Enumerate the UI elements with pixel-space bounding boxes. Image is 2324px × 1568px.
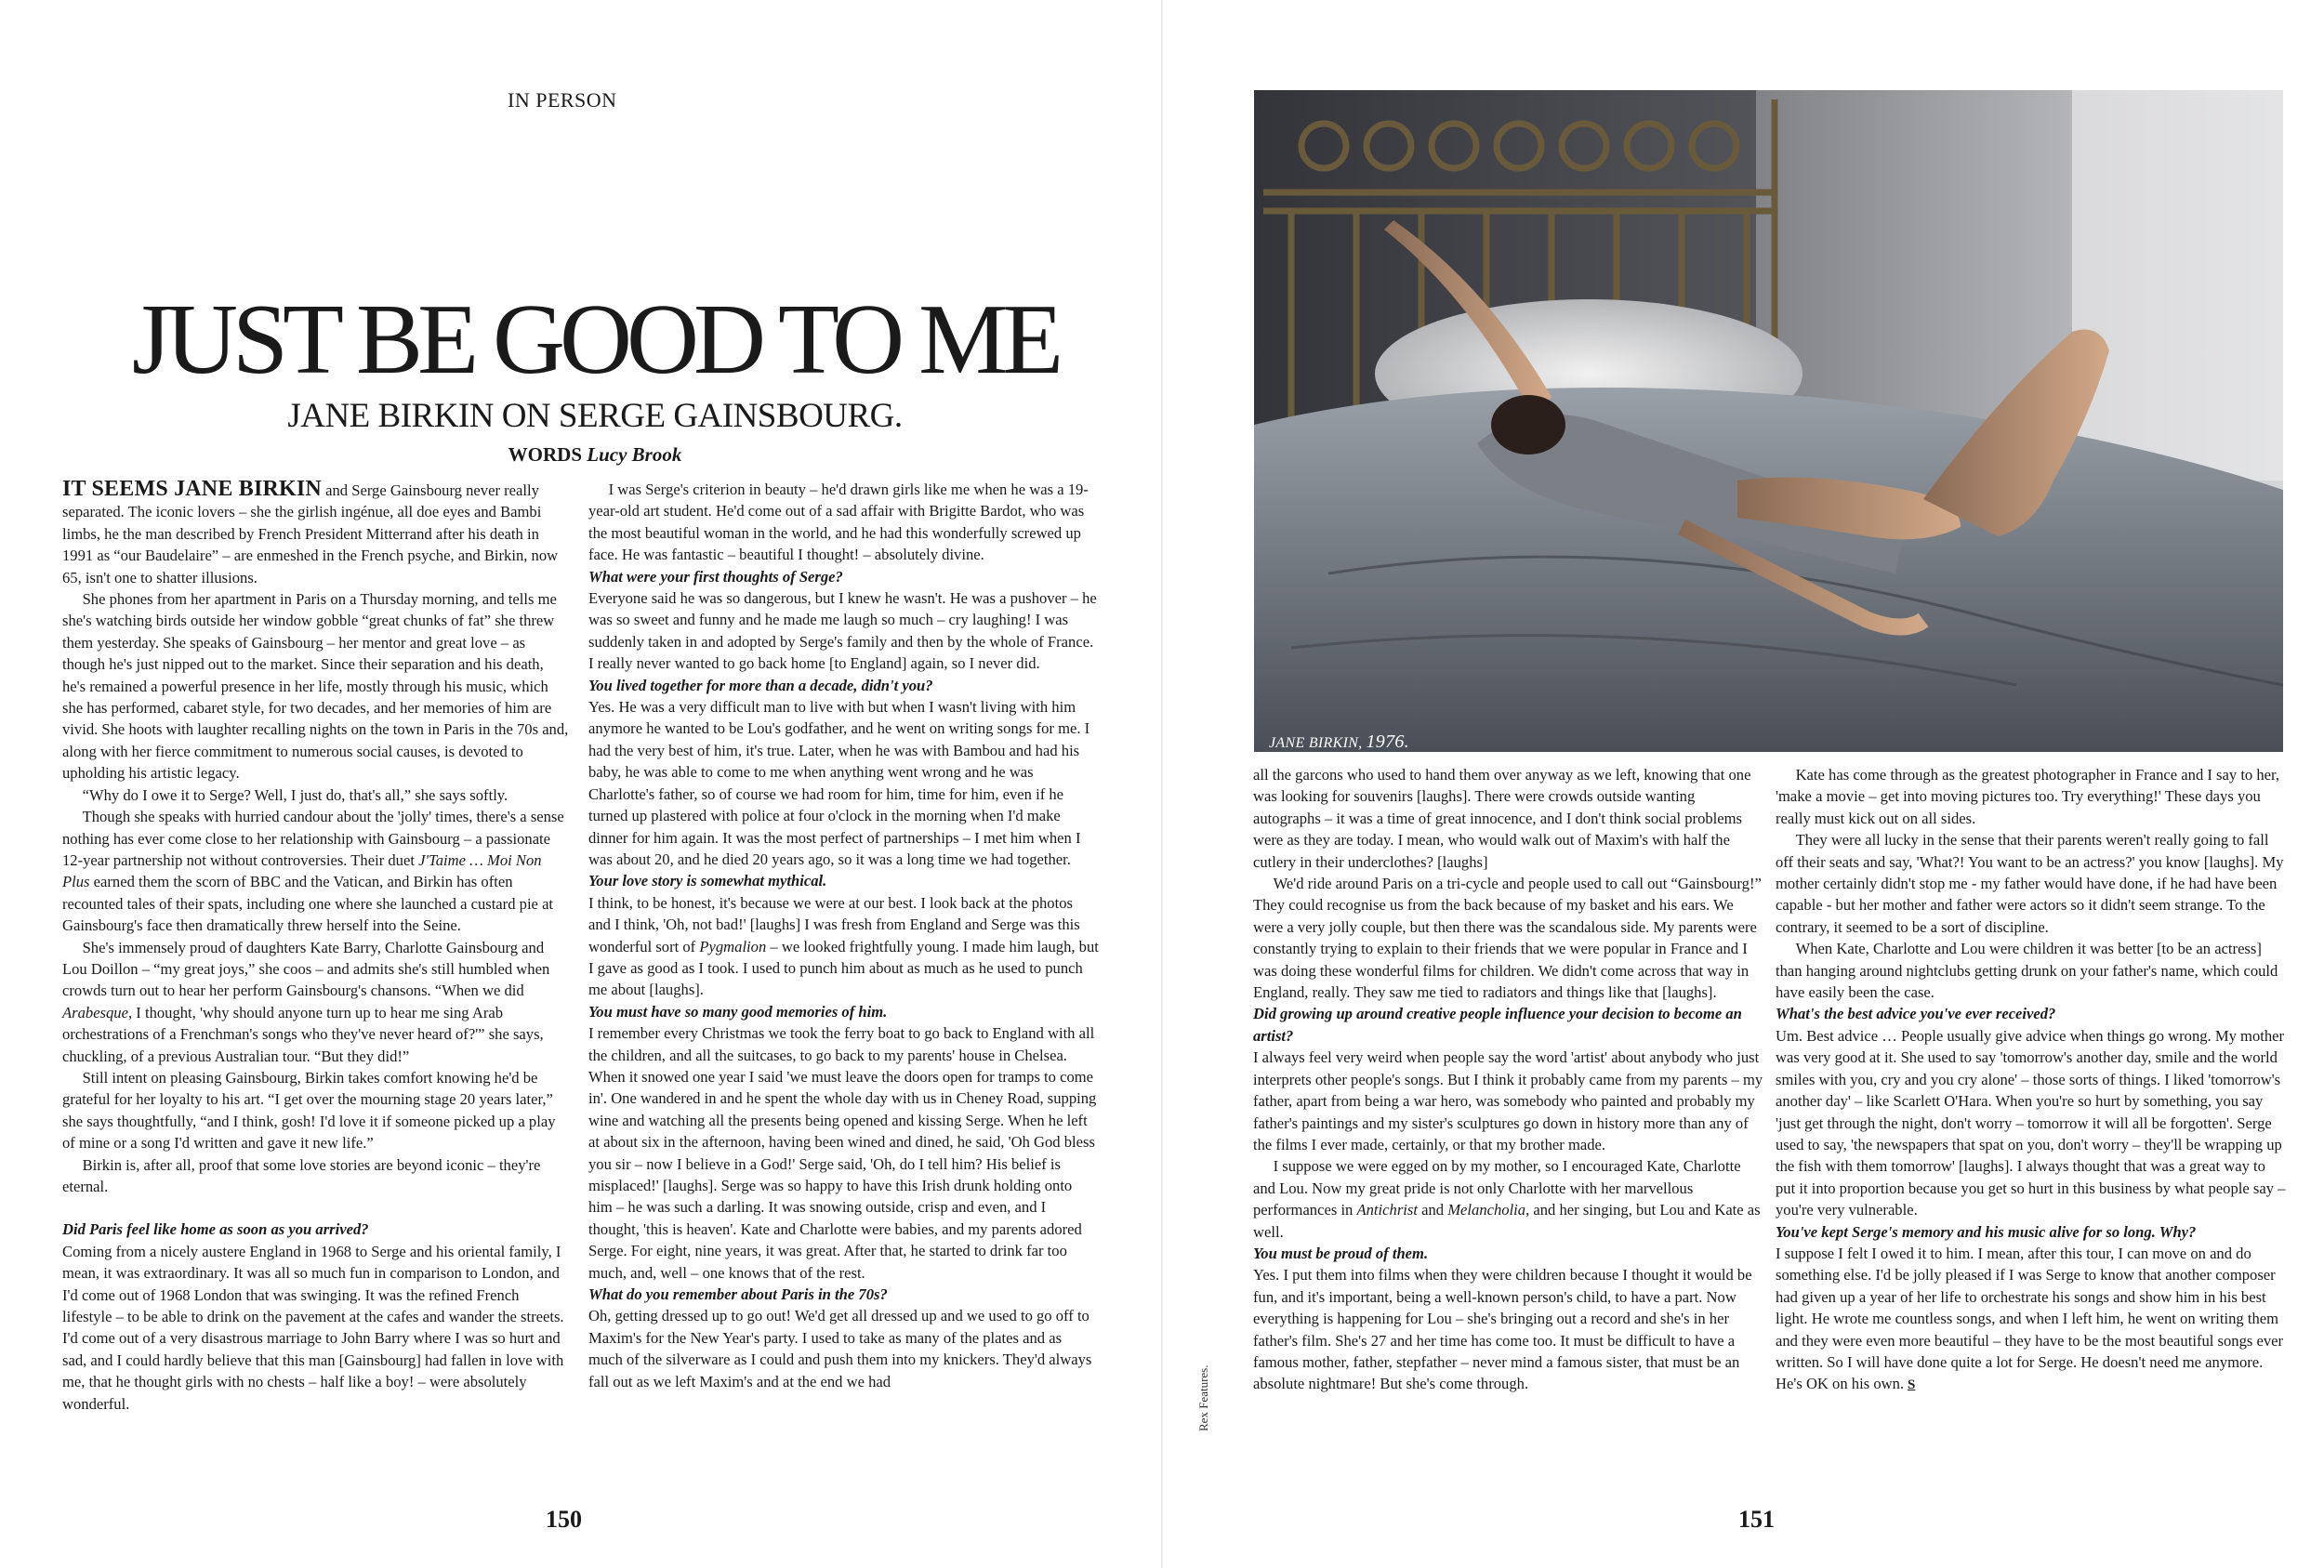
byline-label: WORDS — [508, 443, 583, 466]
interview-answer: I suppose I felt I owed it to him. I mean, after this tour, I can move on and do something else. I'd be jolly pleased if I was Serge to know that another composer had given up a year of her life to orchestrate his songs and show him in his best light. He wrote me countless songs, and when I left him, he went on writing them and they were even more beautiful – they have to be the most beautiful songs ever written. So I will have done quite a lot for Serge. He doesn't need me anymore. He's OK on his own. S — [1776, 1243, 2286, 1397]
paragraph: Though she speaks with hurried candour about the 'jolly' times, there's a sense nothing has ever come close to her relationship with Gainsbourg – a passionate 12-year partnership not without controversies. Their duet J'Taime … Moi Non Plus earned them the scorn of BBC and the Vatican, and Birkin has often recounted tales of their spats, including one where she launched a custard pie at Gainsbourg's face then dramatically threw herself into the Seine. — [62, 808, 564, 935]
interview-answer: Um. Best advice … People usually give advice when things go wrong. My mother was very good at it. She used to say 'tomorrow's another day, smile and the world smiles with you, cry and you cry alone' – those sorts of things. I liked 'tomorrow's another day' – like Scarlett O'Hara. When you're so hurt by something, you say 'just get through the night, don't worry – tomorrow it will all be forgotten'. Serge used to say, 'the newspapers that spat on you, don't worry – they'll be wrapping up the fish with them tomorrow' [laughs]. I always thought that was a great way to put it into proportion because you get so hurt in this business by what people say – you're very vulnerable. — [1776, 1026, 2286, 1219]
interview-question: You must be proud of them. — [1253, 1244, 1429, 1262]
photo-credit: Rex Features. — [1196, 1364, 1210, 1431]
paragraph: When Kate, Charlotte and Lou were children it was better [to be an actress] than hanging around nightclubs getting drunk on your father's name, which could have easily been the case. — [1776, 940, 2278, 1002]
section-tag: IN PERSON — [508, 88, 617, 112]
interview-question: You must have so many good memories of him. — [588, 1002, 888, 1021]
interview-answer: Oh, getting dressed up to go out! We'd get all dressed up and we used to go off to Maxim's for the New Year's party. I used to take as many of the plates and as much of the silverware as I could and push them into my knickers. They'd always fall out as we left Maxim's and at the end we had — [588, 1307, 1092, 1390]
interview-question: What do you remember about Paris in the 70s? — [588, 1285, 888, 1304]
paragraph: They were all lucky in the sense that their parents weren't really going to fall off their seats and say, 'What?! You want to be an actress?' you know [laughs]. My mother certainly didn't stop me - my father would have done, if he had have been capable - but her mother and father were actors so it didn't seem strange. To the contrary, it seemed to be a sort of discipline. — [1776, 831, 2284, 936]
interview-answer: Everyone said he was so dangerous, but I knew he wasn't. He was a pushover – he was so sweet and funny and he made me laugh so much – cry laughing! I was suddenly taken in and adopted by Serge's family and then by the whole of France. I really never wanted to go back home [to England] again, so I never did. — [588, 589, 1097, 673]
paragraph: “Why do I owe it to Serge? Well, I just do, that's all,” she says softly. — [82, 785, 508, 804]
interview-question: You've kept Serge's memory and his music alive for so long. Why? — [1776, 1222, 2197, 1241]
caption-name: JANE BIRKIN, — [1269, 735, 1363, 751]
photo-illustration — [1254, 90, 2283, 752]
interview-question: What's the best advice you've ever received? — [1776, 1005, 2056, 1023]
paragraph: She phones from her apartment in Paris on a Thursday morning, and tells me she's watching birds outside her window gobble “great chunks of fat” she threw them yesterday. She speaks of Gainsbourg – her mentor and great love – as though he's just nipped out to the market. Since their separation and his death, he's remained a powerful presence in her life, mostly through his music, which she has performed, cabaret style, for two decades, and her memories of him are vivid. She hoots with laughter recalling nights on the town in Paris in the 70s and, along with her fierce commitment to numerous social causes, is devoted to upholding his artistic legacy. — [62, 590, 569, 783]
paragraph: I was Serge's criterion in beauty – he'd drawn girls like me when he was a 19-year-old art student. He'd come out of a sad affair with Brigitte Bardot, who was the most beautiful woman in the world, and he had this wonderfully screwed up face. He was fantastic – beautiful I thought! – absolutely divine. — [588, 481, 1089, 564]
caption-year: 1976. — [1366, 731, 1409, 752]
paragraph: I suppose we were egged on by my mother, so I encouraged Kate, Charlotte and Lou. Now my great pride is not only Charlotte with her marvellous performances in Antichrist and Melancholia, and her singing, but Lou and Kate as well. — [1253, 1157, 1761, 1241]
interview-question: Did Paris feel like home as soon as you arrived? — [62, 1220, 369, 1239]
paragraph: Birkin is, after all, proof that some love stories are beyond iconic – they're eternal. — [62, 1155, 541, 1195]
paragraph: all the garcons who used to hand them over anyway as we left, knowing that one was looking for souvenirs [laughs]. There were crowds outside wanting autographs – it was a time of great innocence, and I don't think social problems were as they are today. I mean, who would walk out of Maxim's with half the cutlery in their underclothes? [laughs] — [1253, 766, 1751, 871]
paragraph: Still intent on pleasing Gainsbourg, Birkin takes comfort knowing he'd be grateful for her loyalty to his art. “I get over the mourning stage 20 years later,” she says thoughtfully, “and I think, gosh! I'd love it if someone picked up a play of mine or a song I'd written and gave it new life.” — [62, 1068, 556, 1153]
subheadline: JANE BIRKIN ON SERGE GAINSBOURG. — [287, 397, 903, 435]
byline-author: Lucy Brook — [587, 443, 682, 466]
interview-answer: I remember every Christmas we took the ferry boat to go back to England with all the children, and all the suitcases, to go back to my parents' house in Chelsea. When it snowed one year I said 'we must leave the doors open for tramps to come in'. One wandered in and he spent the whole day with us in Cheney Road, supping wine and watching all the presents being opened and kissing Serge. When he left at about six in the afternoon, having been wined and dined, he said, 'Oh God bless you sir – now I believe in a God!' Serge said, 'Oh, do I tell him? His belief is misplaced!' [laughs]. Serge was so happy to have this Irish drunk holding onto him – he was such a darling. It was snowing outside, crisp and even, and I thought, 'this is heaven'. Kate and Charlotte were babies, and my parents adored Serge. For eight, nine years, it was great. After that, he started to drink far too much, and, well – one knows that of the rest. — [588, 1024, 1097, 1282]
interview-answer: Yes. I put them into films when they were children because I thought it would be fun, and it's important, being a well-known person's child, to have a part. Now everything is happening for Lou – she's bringing out a record and she's in her father's film. She's 27 and her time has come too. It must be difficult to have a famous mother, father, stepfather – never mind a famous sister, that must be an absolute nightmare! But she's come through. — [1253, 1266, 1752, 1393]
page-gutter — [1161, 0, 1163, 1568]
interview-question: Did growing up around creative people influence your decision to become an artist? — [1253, 1005, 1742, 1045]
headline: JUST BE GOOD TO ME — [131, 284, 1059, 395]
paragraph: Kate has come through as the greatest photographer in France and I say to her, 'make a movie – get into moving pictures too. Try everything!' These days you really must kick out on all sides. — [1776, 766, 2280, 827]
end-mark-icon: S — [1908, 1377, 1916, 1393]
article-column-1 — [62, 479, 570, 1415]
interview-question: Your love story is somewhat mythical. — [588, 872, 827, 890]
interview-answer: Coming from a nicely austere England in 1968 to Serge and his oriental family, I mean, it was extraordinary. It was all so much fun in comparison to London, and I'd come out of 1968 London that was swinging. It was the refined French lifestyle – to be able to drink on the pavement at the cafes and wander the streets. I'd come out of a very disastrous marriage to John Barry where I was so hurt and sad, and I could hardly believe that this man [Gainsbourg] had fallen in love with me, that he thought girls with no chests – half like a boy! – were absolutely wonderful. — [62, 1242, 564, 1413]
interview-answer: I always feel very weird when people say the word 'artist' about anybody who just interprets other people's songs. But I think it probably came from my parents – my father, apart from being a war hero, was somebody who painted and probably my father's paintings and my sister's sculptures go down in history more than any of the films I ever made, certainly, or that my brother made. — [1253, 1048, 1763, 1153]
paragraph: We'd ride around Paris on a tri-cycle and people used to call out “Gainsbourg!” They could recognise us from the back because of my basket and his ears. We were a very jolly couple, but then there was the scandalous side. My parents were constantly trying to explain to their friends that we were popular in France and I was doing these wonderful films for children. We didn't come across that way in England, really. They saw me tied to radiators and things like that [laughs]. — [1253, 875, 1762, 1002]
page-number-right: 151 — [1738, 1506, 1775, 1533]
interview-answer: I think, to be honest, it's because we were at our best. I look back at the photos and I think, 'Oh, not bad!' [laughs] I was fresh from England and Serge was this wonderful sort of Pygmalion – we looked frightfully young. I made him laugh, but I gave as good as I took. I used to punch him about as much as he used to punch me about [laughs]. — [588, 893, 1099, 999]
interview-question: You lived together for more than a decade, didn't you? — [588, 676, 933, 694]
interview-question: What were your first thoughts of Serge? — [588, 567, 843, 586]
article-column-2 — [588, 479, 1099, 1392]
page-number-left: 150 — [546, 1506, 582, 1533]
photo-caption — [1269, 731, 1409, 753]
article-column-3 — [1253, 764, 1763, 1395]
lead-in: IT SEEMS JANE BIRKIN — [62, 477, 322, 501]
lead-paragraph: IT SEEMS JANE BIRKIN and Serge Gainsbourg never really separated. The iconic lovers – she the girlish ingénue, all doe eyes and Bambi limbs, he the man described by French President Mitterrand after his death in 1991 as “our Baudelaire” – are enmeshed in the French psyche, and Birkin, now 65, isn't one to shatter illusions. — [62, 477, 559, 586]
interview-answer: Yes. He was a very difficult man to live with but when I wasn't living with him anymore he wanted to be Lou's godfather, and he went on writing songs for me. I had the very best of him, it's true. Later, when he was with Bambou and had his baby, he was able to come to me when anything went wrong and he was Charlotte's father, so of course we had room for him, time for him, even if he turned up plastered with police at four o'clock in the morning when I'd make dinner for him again. It was the most perfect of partnerships – I met him when I was about 20, and he died 20 years ago, so it was a long time we had together. — [588, 698, 1090, 868]
article-column-4 — [1776, 764, 2286, 1397]
feature-photo — [1254, 90, 2283, 752]
paragraph: She's immensely proud of daughters Kate Barry, Charlotte Gainsbourg and Lou Doillon – “my great joys,” she coos – and admits she's still humbled when crowds turn out to hear her perform Gainsbourg's chansons. “When we did Arabesque, I thought, 'why should anyone turn up to hear me sing Arab orchestrations of a Frenchman's songs who they've never heard of?'” she says, chuckling, of a previous Australian tour. “But they did!” — [62, 938, 550, 1065]
byline — [56, 443, 1134, 467]
